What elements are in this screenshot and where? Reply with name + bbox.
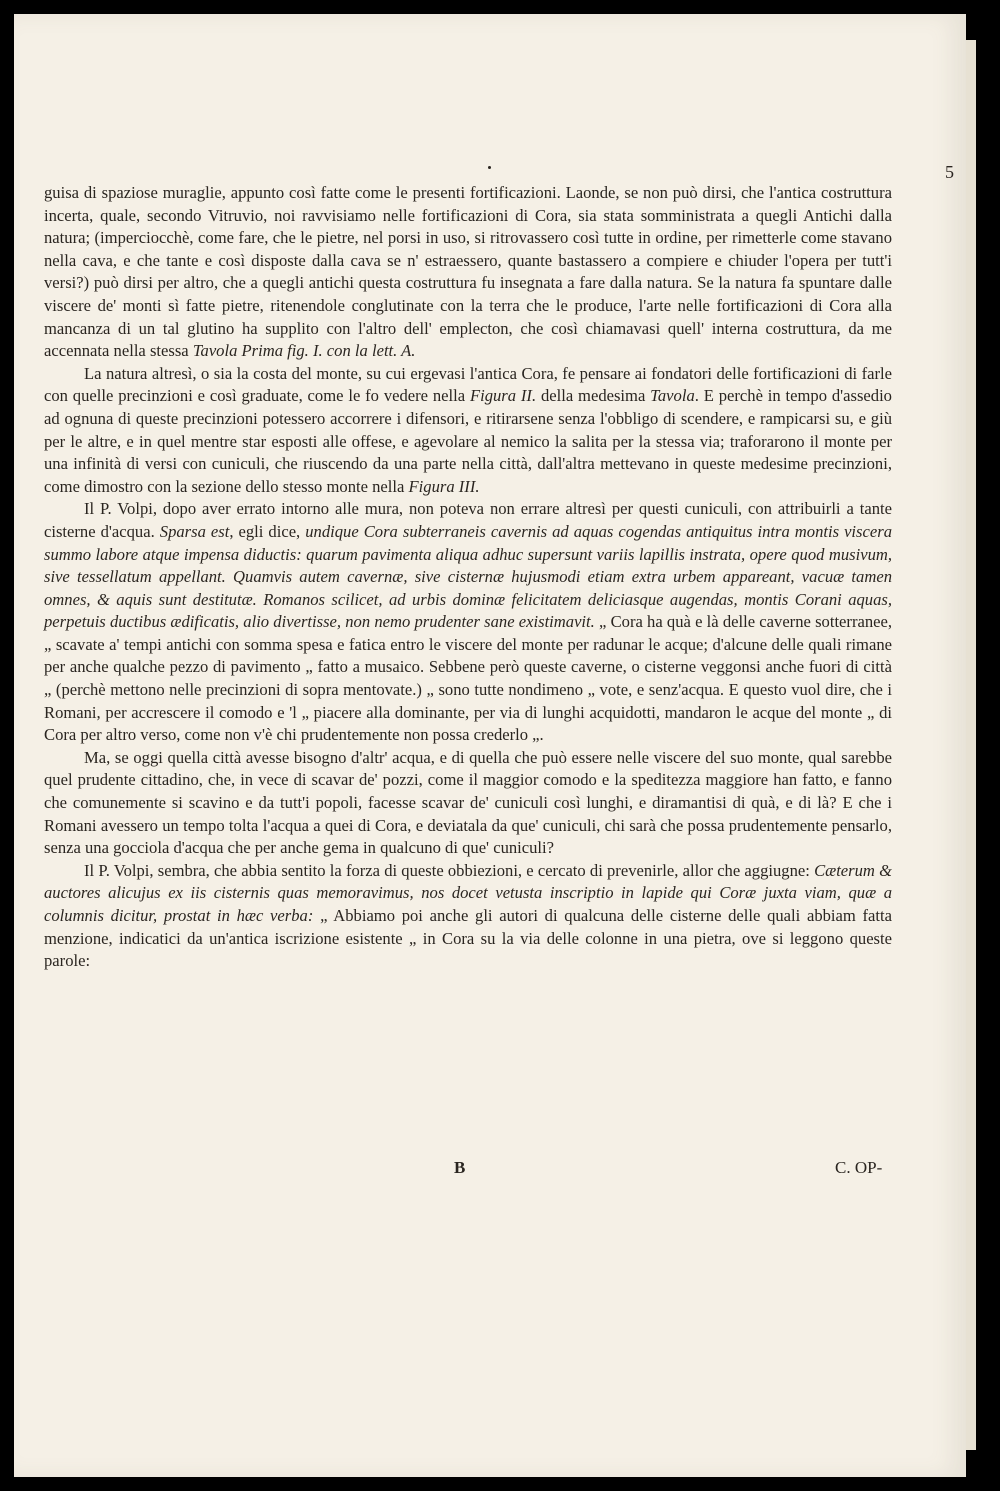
paragraph-3: Il P. Volpi, dopo aver errato intorno alle mura, non poteva non errare altresì per questi cuniculi, con attribuirli a tante cisterne d'acqua. Sparsa est, egli dice, undique Cora subterraneis cavernis ad aquas cogendas antiquitus intra montis viscera summo labore atque impensa diductis: quarum pavimenta aliqua adhuc supersunt variis lapillis instrata, opere quod musivum, sive tessellatum appellant. Quamvis autem cavernæ, sive cisternæ hujusmodi etiam extra urbem appareant, vacuæ tamen omnes, & aquis sunt destitutæ. Romanos scilicet, ad urbis dominæ felicitatem deliciasque augendas, montis Corani aquas, perpetuis ductibus ædificatis, alio divertisse, non nemo prudenter sane existimavit. „ Cora ha quà e là delle caverne sotterranee, „ scavate a' tempi antichi con somma spesa e fatica entro le viscere del monte per radunar le acque; d'alcune delle quali rimane per anche qualche pezzo di pavimento „ fatto a musaico. Sebbene però queste caverne, o cisterne veggonsi anche fuori di città „ (perchè mettono nelle precinzioni di sopra mentovate.) „ sono tutte nondimeno „ vote, e senz'acqua. E questo vuol dire, che i Romani, per accrescere il comodo e 'l „ piacere alla dominante, per via di lunghi acquidotti, mandaron le acque del monte „ di Cora per altro verso, come non v'è chi prudentemente non possa crederlo „.: [44, 499, 893, 745]
catchword: C. OP-: [835, 1158, 883, 1177]
paragraph-1: guisa di spaziose muraglie, appunto così fatte come le presenti fortificazioni. Laonde, se non può dirsi, che l'antica costruttura incerta, quale, secondo Vitruvio, noi ravvisiamo nelle fortificazioni di Cora, sia stata somministrata a quegli Antichi dalla natura; (imperciocchè, come fare, che le pietre, nel porsi in uso, si ritrovassero così tutte in ordine, per rimetterle come stavano nella cava, e che tante e così disposte dalla cava se n' estraessero, quante bastassero a compiere e chiuder l'opera per tutt'i versi?) può dirsi per altro, che a quegli antichi questa costruttura fu insegnata a fare dalla natura. Se la natura fa spuntare dalle viscere de' monti sì fatte pietre, ritenendole conglutinate con la terra che le produce, l'arte nelle fortificazioni di Cora alla mancanza di un tal glutino ha supplito con l'altro dell' emplecton, che così chiamavasi quell' interna costruttura, da me accennata nella stessa Tavola Prima fig. I. con la lett. A.: [44, 183, 892, 361]
paragraph-2: La natura altresì, o sia la costa del monte, su cui ergevasi l'antica Cora, fe pensare ai fondatori delle fortificazioni di farle con quelle precinzioni e così graduate, come le fo vedere nella Figura II. della medesima Tavola. E perchè in tempo d'assedio ad ognuna di queste precinzioni potessero accorrere i difensori, e ritirarsene senza l'obbligo di scendere, e rampicarsi su, e giù per le altre, e in quel mentre star esposti alle offese, e agevolare al nemico la salita per la stessa via; traforarono il monte per una infinità di versi con cuniculi, che riuscendo da una parte nella città, dall'altra mettevano in queste medesime precinzioni, come dimostro con la sezione dello stesso monte nella Figura III.: [44, 363, 892, 496]
paragraph-4: Ma, se oggi quella città avesse bisogno d'altr' acqua, e di quella che può essere nelle viscere del suo monte, qual sarebbe quel prudente cittadino, che, in vece di scavar de' pozzi, come il maggior comodo e la speditezza maggiore han fatto, e fanno che comunemente si scavino e da tutt'i popoli, facesse scavar de' cuniculi così lunghi, e diramantisi di quà, e di là? E che i Romani avessero un tempo tolta l'acqua a quei di Cora, e deviatala da que' cuniculi, chi sarà che possa prudentemente pensarlo, senza una gocciola d'acqua che per anche gema in qualcuno di que' cuniculi?: [44, 747, 892, 858]
page-edge: [966, 40, 976, 1450]
body-text: [44, 182, 892, 973]
page-number: 5: [945, 162, 954, 182]
signature-mark: B: [454, 1158, 466, 1177]
ink-dot: [488, 166, 491, 169]
paragraph-5: Il P. Volpi, sembra, che abbia sentito la forza di queste obbiezioni, e cercato di prevenirle, allor che aggiugne: Cæterum & auctores alicujus ex iis cisternis quas memoravimus, nos docet vetusta inscriptio in lapide qui Coræ juxta viam, quæ a columnis dicitur, prostat in hæc verba: „ Abbiamo poi anche gli autori di qualcuna delle cisterne delle quali abbiam fatta menzione, indicatici da un'antica iscrizione esistente „ in Cora su la via delle colonne in una pietra, ove si leggono queste parole:: [44, 860, 893, 971]
